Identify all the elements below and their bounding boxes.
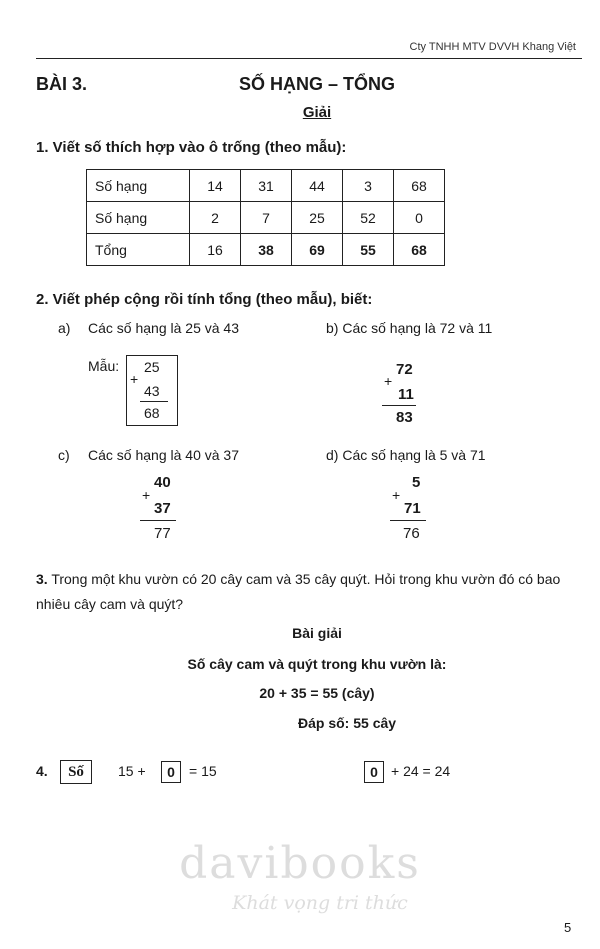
addend-1: 25: [144, 359, 160, 375]
equation-2-answer-box: 0: [364, 761, 384, 783]
sum: 83: [396, 409, 413, 426]
addend-2: 37: [154, 500, 171, 517]
publisher-header: Cty TNHH MTV DVVH Khang Việt: [409, 41, 576, 53]
page-number: 5: [564, 920, 572, 935]
addend-sum-table: [86, 169, 445, 266]
sum: 76: [403, 525, 420, 542]
part-c-text: Các số hạng là 40 và 37: [88, 447, 239, 463]
table-cell: 44: [292, 170, 343, 202]
number-box-label: Số: [60, 760, 92, 784]
addend-2: 11: [398, 386, 414, 403]
lesson-number: BÀI 3.: [36, 74, 88, 94]
table-cell: 69: [292, 234, 343, 266]
plus-sign: +: [142, 487, 151, 503]
solution-statement: Số cây cam và quýt trong khu vườn là:: [187, 656, 447, 672]
sum-line: [382, 405, 416, 406]
table-cell: 3: [343, 170, 394, 202]
addend-2: 71: [404, 500, 421, 517]
addend-1: 72: [396, 361, 413, 378]
row-label: Tổng: [87, 234, 190, 266]
solution-heading: Bài giải: [292, 625, 342, 641]
part-c-label: c): [58, 447, 70, 463]
equation-1-answer-box: 0: [161, 761, 181, 783]
row-label: Số hạng: [87, 170, 190, 202]
lesson-title: SỐ HẠNG – TỔNG: [238, 74, 395, 94]
part-d-text: d) Các số hạng là 5 và 71: [326, 447, 486, 463]
question-3: [36, 567, 582, 617]
sum-line: [390, 520, 426, 521]
part-b-text: b) Các số hạng là 72 và 11: [326, 320, 493, 336]
solution-label: Giải: [302, 104, 332, 121]
table-cell: 68: [394, 170, 445, 202]
question-4-number: 4.: [36, 763, 48, 779]
final-answer: Đáp số: 55 cây: [298, 715, 397, 731]
plus-sign: +: [130, 371, 139, 387]
watermark: davibooks: [179, 838, 421, 889]
sum: 77: [154, 525, 171, 542]
question-3-text: Trong một khu vườn có 20 cây cam và 35 cây quýt. Hỏi trong khu vườn đó có bao nhiêu cây cam và quýt?: [36, 571, 561, 612]
equation-1-left: 15 +: [118, 763, 146, 779]
table-row: [87, 170, 445, 202]
table-cell: 68: [394, 234, 445, 266]
table-cell: 25: [292, 202, 343, 234]
solution-calculation: 20 + 35 = 55 (cây): [259, 685, 375, 701]
sample-label: Mẫu:: [88, 358, 120, 374]
sum-line: [140, 520, 176, 521]
question-3-number: 3.: [36, 571, 48, 587]
table-cell: 2: [190, 202, 241, 234]
table-cell: 52: [343, 202, 394, 234]
equation-1-right: = 15: [189, 763, 217, 779]
addend-1: 5: [412, 474, 421, 491]
table-row: [87, 202, 445, 234]
addend-1: 40: [154, 474, 171, 491]
equation-2-right: + 24 = 24: [391, 763, 451, 779]
watermark-tagline: Khát vọng tri thức: [232, 892, 408, 914]
header-rule: [36, 58, 582, 59]
question-2-title: 2. Viết phép cộng rồi tính tổng (theo mẫu), biết:: [36, 291, 373, 308]
table-row: [87, 234, 445, 266]
table-cell: 14: [190, 170, 241, 202]
table-cell: 16: [190, 234, 241, 266]
plus-sign: +: [384, 373, 393, 389]
part-a-text: Các số hạng là 25 và 43: [88, 320, 239, 336]
question-1-title: 1. Viết số thích hợp vào ô trống (theo mẫu):: [36, 139, 347, 156]
row-label: Số hạng: [87, 202, 190, 234]
table-cell: 7: [241, 202, 292, 234]
table-cell: 55: [343, 234, 394, 266]
sum: 68: [144, 405, 160, 421]
sum-line: [140, 401, 168, 402]
part-a-label: a): [58, 320, 71, 336]
plus-sign: +: [392, 487, 401, 503]
table-cell: 31: [241, 170, 292, 202]
table-cell: 0: [394, 202, 445, 234]
addend-2: 43: [144, 383, 160, 399]
table-cell: 38: [241, 234, 292, 266]
